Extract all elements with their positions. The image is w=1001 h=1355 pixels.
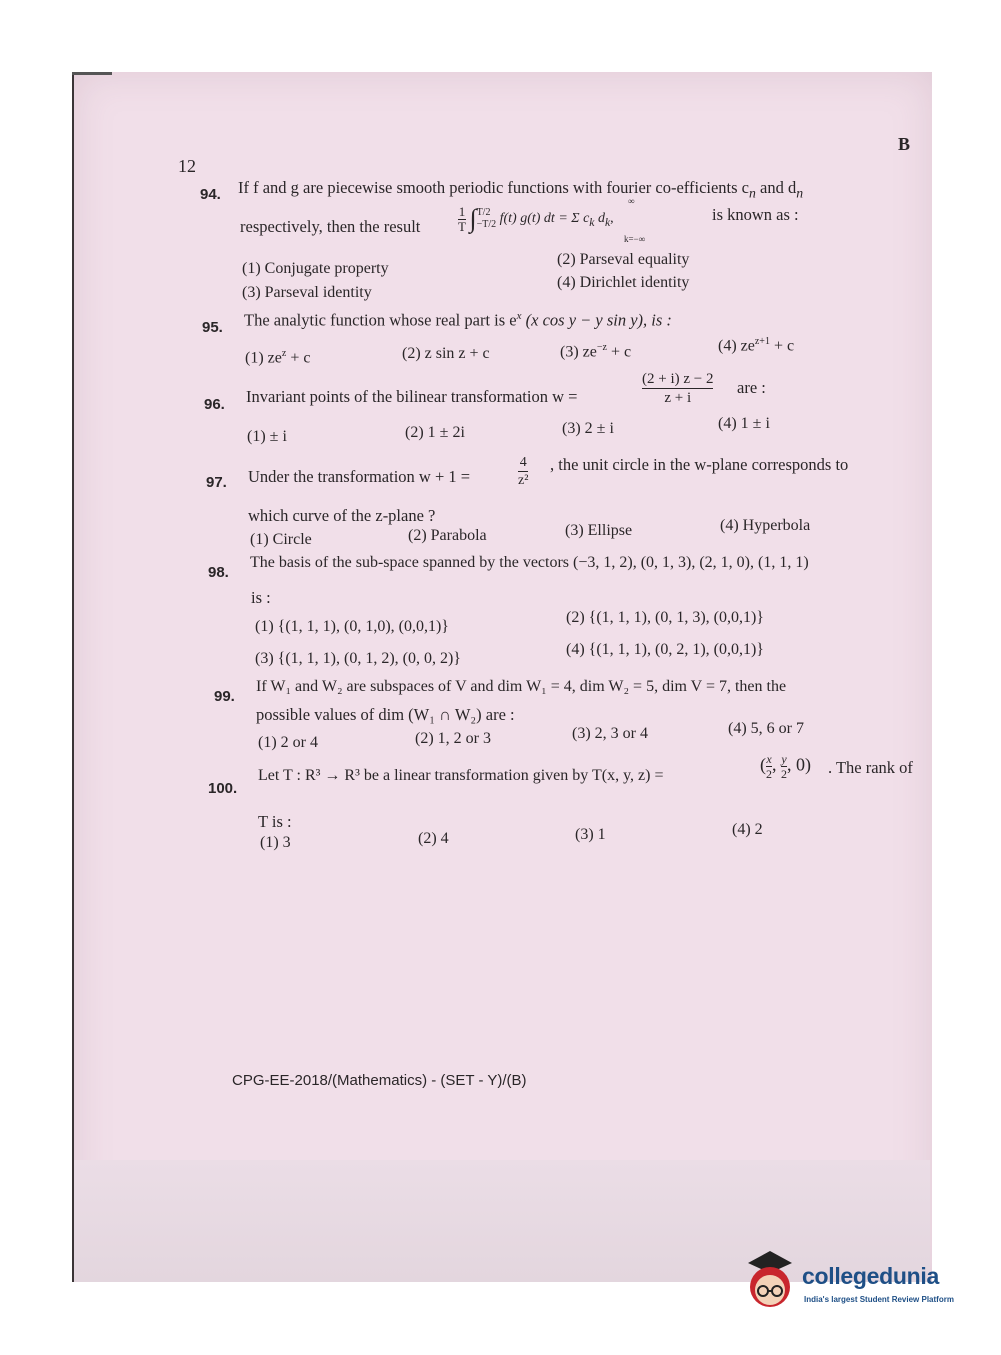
- question-text: If W₁ and W₂ are subspaces of V and dim W₁ = 4, dim W₂ = 5, dim V = 7, then the: [256, 678, 787, 695]
- option: (2) Parseval equality: [557, 251, 690, 268]
- question-text-tail: , the unit circle in the w-plane corresponds to: [550, 455, 849, 474]
- logo-name: collegedunia: [802, 1263, 939, 1289]
- option: (3) {(1, 1, 1), (0, 1, 2), (0, 0, 2)}: [255, 650, 461, 667]
- question-text: If f and g are piecewise smooth periodic functions with fourier co-efficients $c_n$ and $d_n$: [238, 178, 804, 201]
- option: (1) {(1, 1, 1), (0, 1,0), (0,0,1)}: [255, 618, 449, 635]
- question-number: 96.: [204, 396, 225, 413]
- option: (2) {(1, 1, 1), (0, 1, 3), (0,0,1)}: [566, 609, 764, 626]
- option: (4) $ze^{z+1} + c$: [718, 336, 795, 355]
- sum-lower: k=−∞: [624, 234, 646, 244]
- set-letter: B: [898, 134, 911, 154]
- page-edge-mark: [72, 72, 112, 75]
- option: (3) $ze^{-z} + c$: [560, 342, 632, 361]
- question-text: The analytic function whose real part is $e^x$ (x cos y − y sin y), is :: [244, 310, 672, 330]
- option: (1) 3: [260, 834, 291, 851]
- option: (4) 2: [732, 821, 763, 838]
- mascot-icon: [740, 1245, 802, 1315]
- question-text: Under the transformation w + 1 =: [248, 467, 471, 486]
- question-fraction: $\frac{4}{\text{z²}}$: [518, 455, 529, 488]
- option: (1) Conjugate property: [242, 260, 389, 277]
- option: (3) Ellipse: [565, 522, 633, 539]
- option: (1) 2 or 4: [258, 734, 318, 751]
- option: (4) Hyperbola: [720, 517, 811, 534]
- option: (1) $ze^z + c$: [245, 348, 311, 367]
- page-number: 12: [178, 156, 196, 176]
- option: (4) 5, 6 or 7: [728, 720, 804, 737]
- collegedunia-logo: [740, 1245, 980, 1315]
- question-number: 94.: [200, 186, 221, 203]
- question-fraction: $\frac{(2 + i) z - 2}{z + i}$: [642, 371, 714, 406]
- option: (3) 2, 3 or 4: [572, 725, 648, 742]
- option: (2) 1 ± 2i: [405, 424, 465, 441]
- question-number: 100.: [208, 780, 238, 797]
- scanned-page: [72, 72, 932, 1282]
- option: (4) {(1, 1, 1), (0, 2, 1), (0,0,1)}: [566, 641, 764, 658]
- logo-tagline: India's largest Student Review Platform: [804, 1295, 954, 1304]
- option: (2) 4: [418, 830, 449, 847]
- option: (2) z sin z + c: [402, 345, 490, 362]
- question-text: Let T : R³ → R³ be a linear transformation given by T(x, y, z) =: [258, 767, 664, 784]
- question-text-line2: which curve of the z-plane ?: [248, 506, 436, 525]
- document-footer: CPG-EE-2018/(Mathematics) - (SET - Y)/(B): [232, 1072, 527, 1089]
- option: (3) 1: [575, 826, 606, 843]
- tuple-expression: ( $\frac{x}{2}$ , $\frac{y}{2}$ , 0): [760, 752, 811, 781]
- question-text-line2: is :: [251, 588, 271, 607]
- option: (2) Parabola: [408, 527, 487, 544]
- integral-formula: $\frac{1}{T}$ ∫ T/2 −T/2 f(t) g(t) dt = Σ $c_k$ $d_k$,: [458, 203, 614, 234]
- option: (1) Circle: [250, 531, 312, 548]
- option: (3) 2 ± i: [562, 420, 614, 437]
- question-text-tail: is known as :: [712, 205, 799, 224]
- sum-upper: ∞: [628, 196, 635, 206]
- question-text-tail: are :: [737, 378, 766, 397]
- question-text-line2: possible values of dim (W₁ ∩ W₂) are :: [256, 705, 515, 724]
- question-text: The basis of the sub-space spanned by the vectors (−3, 1, 2), (0, 1, 3), (2, 1, 0), (1, 1, 1): [250, 554, 809, 571]
- question-text: Invariant points of the bilinear transformation w =: [246, 387, 578, 406]
- question-text-tail: . The rank of: [828, 758, 913, 777]
- option: (1) ± i: [247, 428, 287, 445]
- question-number: 98.: [208, 564, 229, 581]
- question-text-line2: respectively, then the result: [240, 217, 421, 236]
- option: (3) Parseval identity: [242, 284, 372, 301]
- question-number: 95.: [202, 319, 223, 336]
- question-number: 99.: [214, 688, 235, 705]
- question-number: 97.: [206, 474, 227, 491]
- option: (4) 1 ± i: [718, 415, 770, 432]
- question-text-line2: T is :: [258, 812, 292, 831]
- option: (2) 1, 2 or 3: [415, 730, 491, 747]
- option: (4) Dirichlet identity: [557, 274, 690, 291]
